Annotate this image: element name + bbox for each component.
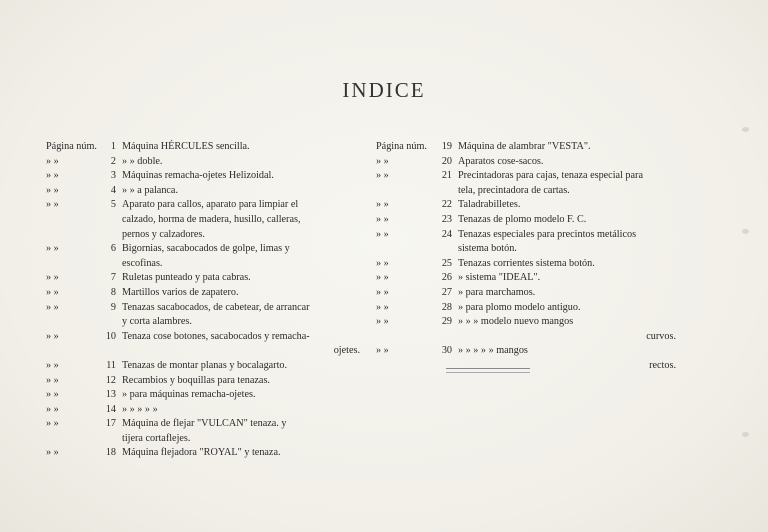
index-entry <box>376 301 676 316</box>
entry-description <box>122 140 360 155</box>
page-label: » » <box>46 359 59 371</box>
index-entry <box>376 286 676 301</box>
entry-line: Precintadoras para cajas, tenaza especial para <box>458 170 643 182</box>
index-entry <box>46 301 360 330</box>
entry-line: Aparatos cose-sacos. <box>458 155 544 167</box>
entry-line: » » » » » <box>122 403 158 415</box>
entry-line: ojetes. <box>333 345 360 357</box>
page-label: » » <box>46 155 59 167</box>
page-number: 3 <box>110 170 116 182</box>
entry-line: tela, precintadora de cartas. <box>458 184 570 196</box>
entry-line: Recambios y boquillas para tenazas. <box>122 374 270 386</box>
page-label: Página núm. <box>376 141 427 152</box>
page-label: » » <box>376 228 389 240</box>
entry-description <box>122 446 360 461</box>
index-entry <box>376 169 676 198</box>
punch-hole-icon <box>742 229 749 234</box>
page-label: » » <box>46 403 59 415</box>
entry-line: y corta alambres. <box>122 316 192 328</box>
entry-description <box>122 286 360 301</box>
entry-line: Ruletas punteado y pata cabras. <box>122 272 251 284</box>
index-column-left <box>46 140 360 461</box>
page-label: » » <box>376 170 389 182</box>
entry-line: Tenazas corrientes sistema botón. <box>458 257 595 269</box>
index-entry <box>376 155 676 170</box>
entry-description <box>458 301 676 316</box>
entry-description <box>458 198 676 213</box>
entry-description <box>458 213 676 228</box>
entry-line: Máquina de flejar "VULCAN" tenaza. y <box>122 418 287 430</box>
page-label: » » <box>46 374 59 386</box>
entry-description <box>122 155 360 170</box>
index-column-right <box>376 140 676 374</box>
page-label: » » <box>376 155 389 167</box>
page-number: 23 <box>441 213 452 225</box>
page-number: 26 <box>441 272 452 284</box>
entry-line: Tenaza cose botones, sacabocados y remacha- <box>122 330 310 342</box>
page-label: » » <box>46 447 59 459</box>
index-entry <box>376 140 676 155</box>
page-label: » » <box>376 272 389 284</box>
index-entry <box>46 330 360 359</box>
page-number: 13 <box>105 389 116 401</box>
decorative-rule <box>446 368 530 373</box>
page-number: 18 <box>105 447 116 459</box>
entry-line: » para plomo modelo antiguo. <box>458 301 581 313</box>
page-number: 9 <box>110 301 116 313</box>
index-entry <box>376 257 676 272</box>
entry-line: Tenazas de plomo modelo F. C. <box>458 213 587 225</box>
page-number: 20 <box>441 155 452 167</box>
entry-line: Taladrabilletes. <box>458 199 521 211</box>
page-label: » » <box>46 418 59 430</box>
entry-description <box>122 184 360 199</box>
page-number: 22 <box>441 199 452 211</box>
entry-line: Máquina HÉRCULES sencilla. <box>122 141 250 152</box>
page-label: » » <box>376 345 389 357</box>
entry-description <box>122 301 360 330</box>
index-entry <box>46 271 360 286</box>
entry-line: tijera cortaflejes. <box>122 432 191 444</box>
entry-line: Martillos varios de zapatero. <box>122 286 239 298</box>
index-entry <box>46 359 360 374</box>
index-entry <box>46 169 360 184</box>
page-label: » » <box>46 272 59 284</box>
entry-description <box>458 257 676 272</box>
index-entry <box>46 198 360 242</box>
entry-line: escofinas. <box>122 257 163 269</box>
entry-line: » para máquinas remacha-ojetes. <box>122 389 256 401</box>
index-entry <box>376 271 676 286</box>
page-label: Página núm. <box>46 141 97 152</box>
entry-description <box>122 388 360 403</box>
entry-line: » sistema "IDEAL". <box>458 272 541 284</box>
index-entry <box>46 242 360 271</box>
page-label: » » <box>376 301 389 313</box>
entry-line: » » a palanca. <box>122 184 179 196</box>
page-number: 27 <box>441 286 452 298</box>
entry-line: » » doble. <box>122 155 163 167</box>
entry-line: Tenazas sacabocados, de cabetear, de arrancar <box>122 301 310 313</box>
entry-line: Bigornias, sacabocados de golpe, limas y <box>122 243 290 255</box>
entry-line: Aparato para callos, aparato para limpiar el <box>122 199 299 211</box>
page-label: » » <box>376 257 389 269</box>
page-label: » » <box>46 184 59 196</box>
index-entry <box>376 315 676 344</box>
entry-description <box>458 286 676 301</box>
page-number: 30 <box>441 345 452 357</box>
page-label: » » <box>376 213 389 225</box>
entry-description <box>458 315 676 344</box>
page-label: » » <box>46 199 59 211</box>
page-number: 2 <box>110 155 116 167</box>
page-number: 4 <box>110 184 116 196</box>
entry-line: curvos. <box>646 330 676 342</box>
entry-description <box>458 169 676 198</box>
index-entry <box>46 155 360 170</box>
index-entry <box>376 228 676 257</box>
entry-line: » » » modelo nuevo mangos <box>458 316 574 328</box>
entry-description <box>122 359 360 374</box>
entry-description <box>458 155 676 170</box>
entry-line: » » » » » mangos <box>458 345 528 357</box>
index-entry <box>46 417 360 446</box>
page-number: 14 <box>105 403 116 415</box>
page-label: » » <box>376 286 389 298</box>
page-label: » » <box>376 316 389 328</box>
index-entry <box>46 446 360 461</box>
entry-line: » para marchamos. <box>458 286 536 298</box>
entry-line: pernos y calzadores. <box>122 228 205 240</box>
page-number: 7 <box>110 272 116 284</box>
entry-line: sistema botón. <box>458 243 517 255</box>
entry-description <box>122 242 360 271</box>
page-number: 6 <box>110 243 116 255</box>
entry-description <box>122 417 360 446</box>
index-entry <box>46 403 360 418</box>
entry-description <box>122 271 360 286</box>
page-number: 5 <box>110 199 116 211</box>
page-number: 12 <box>105 374 116 386</box>
page-label: » » <box>46 330 59 342</box>
page-number: 8 <box>110 286 116 298</box>
index-entry <box>46 374 360 389</box>
entry-description <box>122 330 360 359</box>
entry-line: Tenazas de montar planas y bocalagarto. <box>122 359 288 371</box>
entry-description <box>122 198 360 242</box>
punch-hole-icon <box>742 432 749 437</box>
index-entry <box>376 213 676 228</box>
index-entry <box>376 198 676 213</box>
page-label: » » <box>46 286 59 298</box>
page-label: » » <box>376 199 389 211</box>
entry-description <box>122 403 360 418</box>
page-number: 10 <box>105 330 116 342</box>
page-number: 21 <box>441 170 452 182</box>
entry-line: Tenazas especiales para precintos metálicos <box>458 228 637 240</box>
page-number: 28 <box>441 301 452 313</box>
page-number: 1 <box>110 141 116 152</box>
page-number: 17 <box>105 418 116 430</box>
page-title: INDICE <box>342 78 426 102</box>
index-entry <box>46 388 360 403</box>
page-label: » » <box>46 243 59 255</box>
page-number: 25 <box>441 257 452 269</box>
page-number: 24 <box>441 228 452 240</box>
entry-line: rectos. <box>649 359 676 371</box>
page-number: 19 <box>441 141 452 152</box>
index-entry <box>46 286 360 301</box>
page-label: » » <box>46 170 59 182</box>
page-label: » » <box>46 389 59 401</box>
entry-description <box>122 169 360 184</box>
punch-hole-icon <box>742 127 749 132</box>
entry-line: Máquina flejadora "ROYAL" y tenaza. <box>122 447 281 459</box>
entry-line: Máquinas remacha-ojetes Helizoidal. <box>122 170 274 182</box>
page-label: » » <box>46 301 59 313</box>
index-entry <box>46 140 360 155</box>
page-number: 11 <box>106 359 116 371</box>
entry-description <box>458 140 676 155</box>
entry-description <box>458 228 676 257</box>
page-number: 29 <box>441 316 452 328</box>
entry-line: calzado, horma de madera, husillo, calleras, <box>122 213 301 225</box>
entry-line: Máquina de alambrar "VESTA". <box>458 141 591 152</box>
entry-description <box>458 271 676 286</box>
index-entry <box>46 184 360 199</box>
entry-description <box>122 374 360 389</box>
